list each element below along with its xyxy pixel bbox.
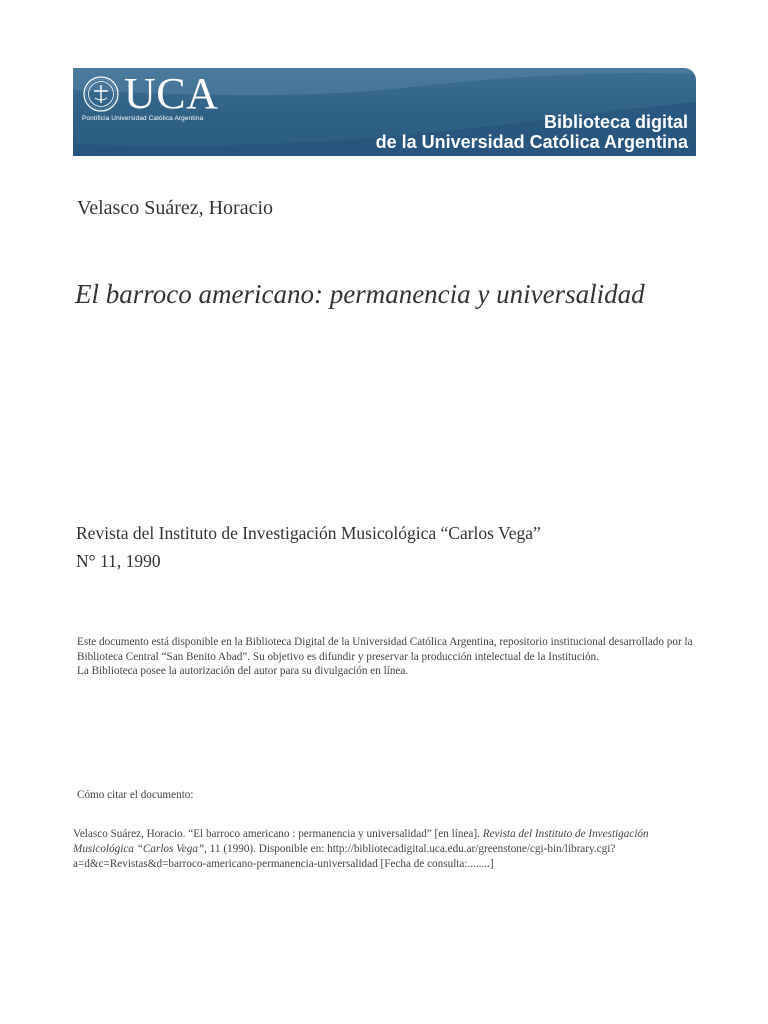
library-title-line1: Biblioteca digital [543, 112, 688, 132]
university-seal-icon [83, 76, 119, 112]
notice-paragraph: Este documento está disponible en la Biblioteca Digital de la Universidad Católica Argentina, repositorio institucional desarrollado por la Biblioteca Central “San Benito Abad”. Su objetivo es difundir y preservar la producción intelectual de la Institución. [77, 636, 693, 663]
journal-issue: N° 11, 1990 [76, 551, 161, 571]
citation-text [73, 827, 697, 872]
header-banner [73, 68, 696, 156]
notice-paragraph: La Biblioteca posee la autorización del autor para su divulgación en línea. [77, 665, 409, 677]
citation-part: , 11 (1990). Disponible en: http://bibliotecadigital.uca.edu.ar/greenstone/cgi-bin/library.cgi?a=d&c=Revistas&d=barroco-americano-permanencia-universalidad [Fecha de consulta:........] [73, 843, 616, 870]
citation-part: Velasco Suárez, Horacio. “El barroco americano : permanencia y universalidad” [en línea]. [73, 828, 480, 840]
document-author: Velasco Suárez, Horacio [77, 197, 274, 219]
availability-notice [77, 635, 697, 679]
uca-logo-subtitle: Pontificia Universidad Católica Argentina [82, 115, 204, 122]
citation-journal: Revista del Instituto de Investigación Musicológica “Carlos Vega” [73, 828, 649, 855]
citation-label: Cómo citar el documento: [77, 789, 194, 801]
document-title: El barroco americano: permanencia y universalidad [75, 279, 645, 309]
uca-logo-text: UCA [124, 69, 219, 118]
library-title-line2: de la Universidad Católica Argentina [375, 132, 688, 152]
journal-name: Revista del Instituto de Investigación Musicológica “Carlos Vega” [76, 523, 541, 543]
